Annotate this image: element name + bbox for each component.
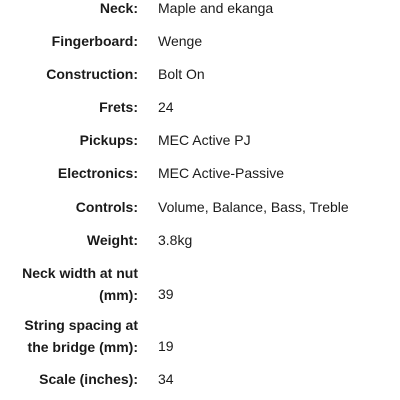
spec-label: Fingerboard:: [51, 33, 138, 49]
spec-label: Pickups:: [79, 132, 138, 148]
spec-value: MEC Active PJ: [158, 132, 251, 148]
spec-value: 3.8kg: [158, 232, 193, 248]
spec-label: Controls:: [75, 199, 138, 215]
spec-label: Construction:: [46, 66, 138, 82]
spec-label-line: String spacing at: [24, 317, 138, 333]
spec-value: 19: [158, 338, 174, 354]
spec-label: Frets:: [99, 99, 138, 115]
spec-value: MEC Active-Passive: [158, 165, 285, 181]
spec-label-line: the bridge (mm):: [27, 339, 138, 355]
spec-label: [0, 262, 138, 306]
spec-value: Maple and ekanga: [158, 0, 274, 16]
spec-label: Neck:: [99, 0, 138, 16]
spec-value: Wenge: [158, 33, 203, 49]
spec-label: [0, 314, 138, 358]
spec-value: 34: [158, 371, 174, 387]
spec-label: Scale (inches):: [39, 371, 138, 387]
spec-value: Bolt On: [158, 66, 205, 82]
spec-label: Weight:: [86, 232, 138, 248]
spec-label: Electronics:: [57, 165, 138, 181]
spec-value: Volume, Balance, Bass, Treble: [158, 199, 349, 215]
spec-value: 24: [158, 99, 174, 115]
spec-value: 39: [158, 286, 174, 302]
spec-label-line: (mm):: [99, 287, 138, 303]
spec-label-line: Neck width at nut: [22, 265, 138, 281]
